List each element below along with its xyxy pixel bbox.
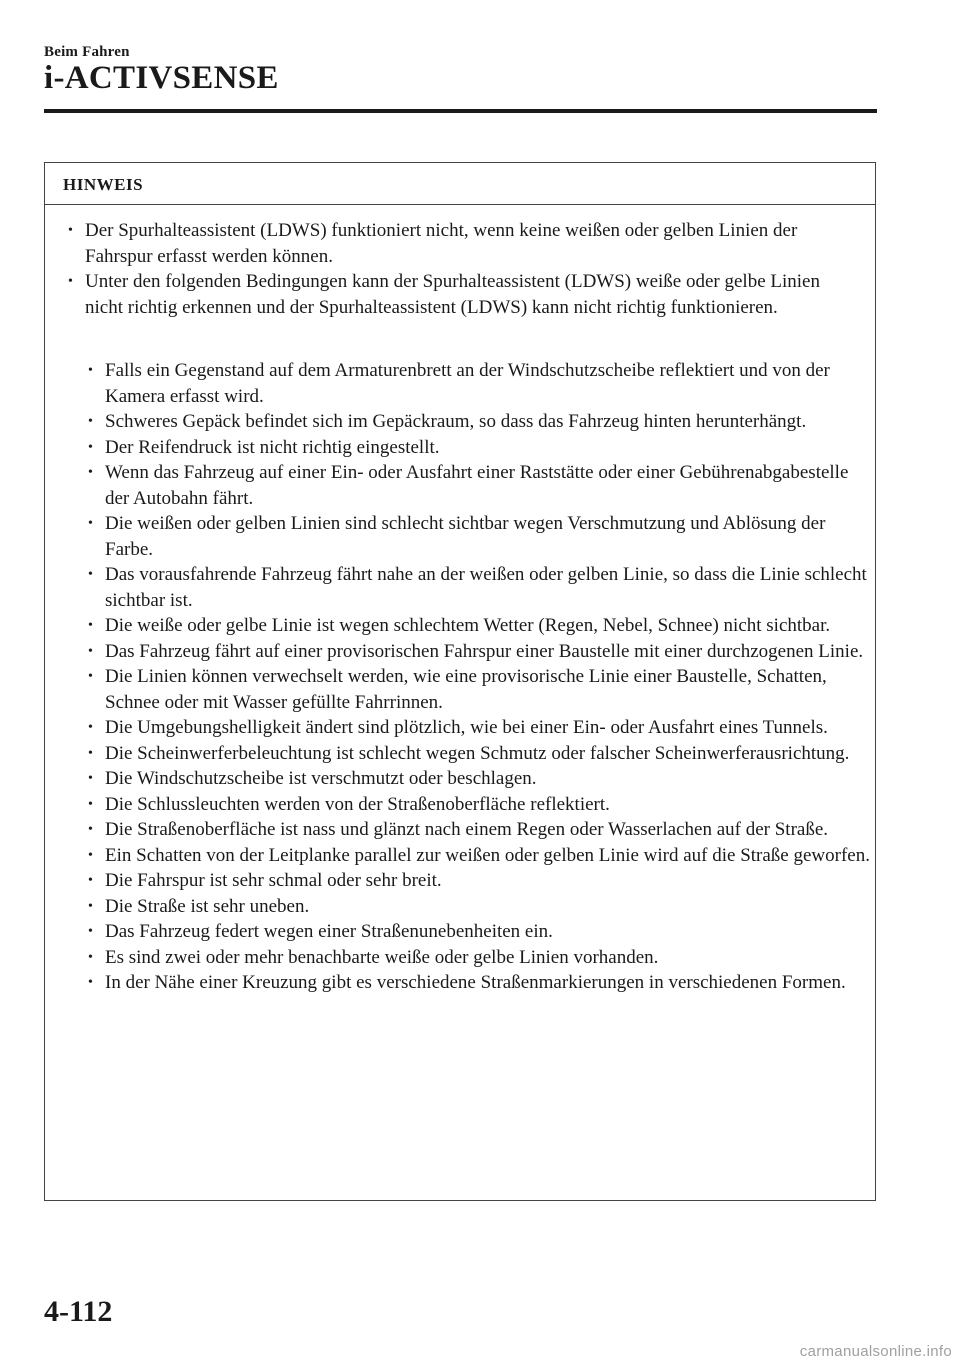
condition-item: • Die Schlussleuchten werden von der Straßenoberfläche reflektiert. xyxy=(85,792,870,818)
condition-item: • Die Straße ist sehr uneben. xyxy=(85,894,870,920)
note-title: HINWEIS xyxy=(63,175,144,194)
note-item: • Unter den folgenden Bedingungen kann der Spurhalteassistent (LDWS) weiße oder gelbe Linien nicht richtig erkennen und der Spurhalteassistent (LDWS) kann nicht richtig funktionieren. xyxy=(65,269,860,320)
note-divider xyxy=(45,204,875,205)
chapter-title: i-ACTIVSENSE xyxy=(44,60,279,96)
condition-item: • Das Fahrzeug federt wegen einer Straßenunebenheiten ein. xyxy=(85,919,870,945)
note-item: • Der Spurhalteassistent (LDWS) funktioniert nicht, wenn keine weißen oder gelben Linien der Fahrspur erfasst werden können. xyxy=(65,218,860,269)
condition-item: • Die Linien können verwechselt werden, wie eine provisorische Linie einer Baustelle, Schatten, Schnee oder mit Wasser gefüllte Fahrrinnen. xyxy=(85,664,870,715)
condition-item: • Es sind zwei oder mehr benachbarte weiße oder gelbe Linien vorhanden. xyxy=(85,945,870,971)
watermark[interactable]: carmanualsonline.info xyxy=(799,1343,952,1360)
note-condition-list xyxy=(85,358,870,996)
condition-item: • Der Reifendruck ist nicht richtig eingestellt. xyxy=(85,435,870,461)
condition-item: • Falls ein Gegenstand auf dem Armaturenbrett an der Windschutzscheibe reflektiert und von der Kamera erfasst wird. xyxy=(85,358,870,409)
condition-item: • Das vorausfahrende Fahrzeug fährt nahe an der weißen oder gelben Linie, so dass die Linie schlecht sichtbar ist. xyxy=(85,562,870,613)
header-rule xyxy=(44,109,877,113)
condition-item: • Die Windschutzscheibe ist verschmutzt oder beschlagen. xyxy=(85,766,870,792)
section-label: Beim Fahren xyxy=(44,44,130,60)
condition-item: • Wenn das Fahrzeug auf einer Ein- oder Ausfahrt einer Raststätte oder einer Gebührenabgabestelle der Autobahn fährt. xyxy=(85,460,870,511)
note-box xyxy=(44,162,876,1201)
condition-item: • Die Fahrspur ist sehr schmal oder sehr breit. xyxy=(85,868,870,894)
condition-item: • Schweres Gepäck befindet sich im Gepäckraum, so dass das Fahrzeug hinten herunterhängt. xyxy=(85,409,870,435)
condition-item: • Das Fahrzeug fährt auf einer provisorischen Fahrspur einer Baustelle mit einer durchzogenen Linie. xyxy=(85,639,870,665)
condition-item: • Die weißen oder gelben Linien sind schlecht sichtbar wegen Verschmutzung und Ablösung der Farbe. xyxy=(85,511,870,562)
condition-item: • Die Umgebungshelligkeit ändert sind plötzlich, wie bei einer Ein- oder Ausfahrt eines Tunnels. xyxy=(85,715,870,741)
note-main-list xyxy=(65,218,860,320)
condition-item: • Die weiße oder gelbe Linie ist wegen schlechtem Wetter (Regen, Nebel, Schnee) nicht sichtbar. xyxy=(85,613,870,639)
condition-item: • Die Straßenoberfläche ist nass und glänzt nach einem Regen oder Wasserlachen auf der Straße. xyxy=(85,817,870,843)
condition-item: • Die Scheinwerferbeleuchtung ist schlecht wegen Schmutz oder falscher Scheinwerferausrichtung. xyxy=(85,741,870,767)
condition-item: • In der Nähe einer Kreuzung gibt es verschiedene Straßenmarkierungen in verschiedenen Formen. xyxy=(85,970,870,996)
page-number: 4-112 xyxy=(44,1295,113,1328)
condition-item: • Ein Schatten von der Leitplanke parallel zur weißen oder gelben Linie wird auf die Straße geworfen. xyxy=(85,843,870,869)
